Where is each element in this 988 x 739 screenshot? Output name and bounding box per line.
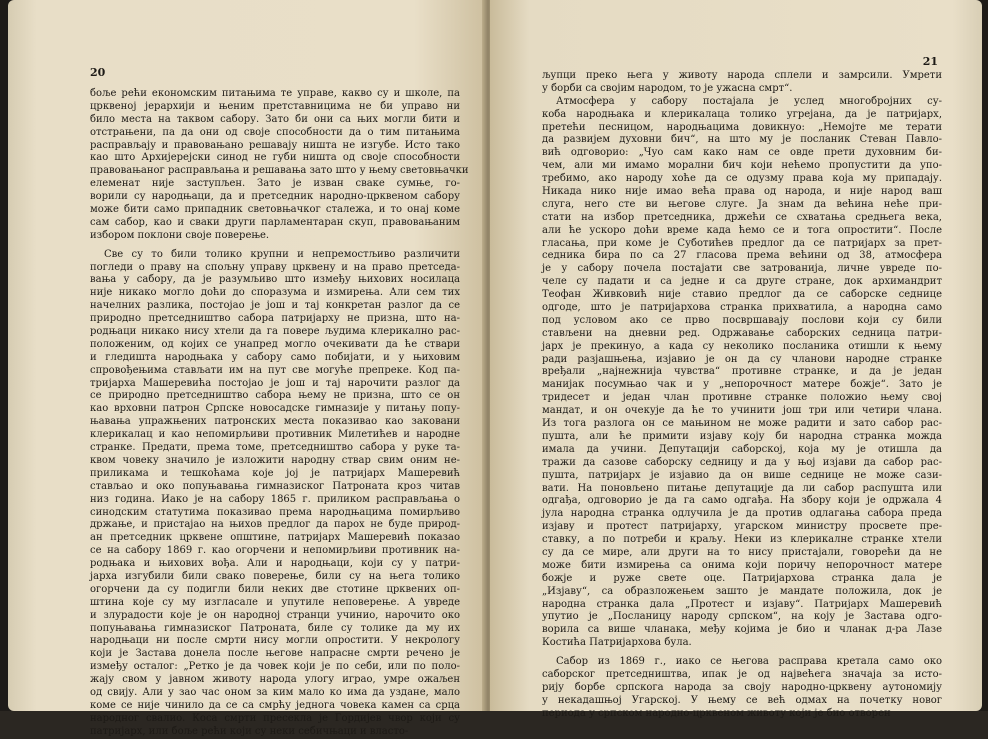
text-line: ворили су народњаци, да и претседник народно-црквеном сабору [90, 191, 460, 203]
text-line: тријарха Машеревића постојао је још и тај нарочити разлог да [90, 377, 460, 389]
text-line: се природно претседништво сабора њему не призна, што се он [90, 390, 460, 402]
text-line: попуњавања гимназиског Патроната, биле су толике да му их [90, 622, 460, 634]
text-line: је у сабору почела постајати све затрованија, личне увреде по- [542, 263, 942, 275]
text-line: вати. На поновљено питање депутације да ли сабор распушта или [542, 482, 942, 494]
text-line: чем, али ми имамо морални бич који нећемо пропустити да упо- [542, 160, 942, 172]
text-line: тражи да сазове саборску седницу и да у њој изјави да сабор рас- [542, 456, 942, 468]
text-line: као врховни патрон Српске новосадске гимназије у питању попу- [90, 403, 460, 415]
text-line: упутио је „Посланицу народу српском“, на коју је Застава одго- [542, 611, 942, 623]
text-line: који је Застава донела после његове напрасне смрти речено је [90, 648, 460, 660]
text-line: народног свалио. Коса смрти пресекла је Гордијев чвор који су [90, 712, 460, 724]
text-line: претећи песницом, народњацима довикнуо: „Немојте ме терати [542, 121, 942, 133]
text-line: одгађа, одговорио је да га само одгађа. На зборy који је одржала 4 [542, 495, 942, 507]
text-line: се на сабору 1869 г. као огорчени и непомирљиви противник на- [90, 545, 460, 557]
text-line: Никада нико није имао већа права од народа, и није народ ваш [542, 186, 942, 198]
text-line: штина које су му изгласале и упутиле неповерење. А увреде [90, 596, 460, 608]
text-line: Атмосфера у сабору постајала је услед многобројних су- [556, 95, 942, 107]
text-line: периода у српском народно-црквеном животу који је био отворен [542, 707, 891, 719]
text-line: али ће ускоро доћи време када ћемо се и тога опростити“. После [542, 224, 942, 236]
text-line: странке. Предати, према томе, претседништво сабора у руке та- [90, 442, 460, 454]
text-line: ворила са више чланака, међу којима је био и чланак д-ра Лазе [542, 624, 942, 636]
text-line: народњаци ни после смрти нису могли опростити. У некрологу [90, 635, 460, 647]
text-line: ради разјашњења, изјавио је он да су чланови народне странке [542, 353, 942, 365]
text-line: боље рећи економским питањима те управе, какво су и школе, па [90, 88, 460, 99]
text-line: расправљају и правовањано решавају ништа не изгубе. Исто тако [90, 139, 460, 151]
text-line: пушта, али ће примити изјаву коју би народна странка можда [542, 430, 942, 442]
paragraph [90, 249, 460, 739]
text-line: може бити само припадник световњачког сталежа, и то онај коме [90, 204, 460, 216]
text-line: огорчени да су подигли били неких две стотине црквених оп- [90, 583, 460, 595]
text-line: у борби са својим народом, то је ужасна смрт“. [542, 82, 793, 94]
text-line: положеним, од којих се унапред могло очекивати да ће ствари [90, 338, 460, 350]
text-line: било места на таквом сабору. Зато би они са њих могли бити и [90, 113, 460, 125]
text-line: мандат, и он очекује да ће то учинити још три или четири члана. [542, 405, 942, 417]
text-line: жају свом у јавном животу народа улогу играо, умре ожаљен [90, 674, 460, 686]
right-page-text [542, 70, 942, 721]
text-line: између осталог: „Ретко је да човек који је по себи, или по поло- [90, 661, 460, 673]
paragraph [542, 70, 942, 96]
text-line: родњака и њихових вођа. Али и народњаци, који су у патри- [90, 558, 460, 570]
text-line: може бити измирења са онима који поричу непорочност матере [542, 559, 942, 571]
text-line: вања у сабору, да је разумљиво што између њихових носилаца [90, 274, 460, 286]
text-line: држање, и пристајао на њихов предлог да парох не буде природ- [90, 519, 460, 531]
text-line: гласања, при коме је Суботићев предлог да се патријарх за прет- [542, 237, 942, 249]
text-line: спровођењима стављати им на пут све могуће препреке. Код па- [90, 364, 460, 376]
text-line: одгоде, што је патријархова странка прихватила, а народна само [542, 302, 942, 314]
left-page-number: 20 [90, 66, 106, 79]
text-line: правовањаног расправљања и решавања зато што у њему световњачки [90, 165, 469, 177]
text-line: саборског претседништва, ипак је од највећега значаја за исто- [542, 668, 942, 680]
right-page [490, 0, 982, 719]
paragraph [542, 96, 942, 656]
text-line: манијак посумњао чак и у „непорочност матере божје“. Зато је [542, 379, 942, 391]
text-line: њавања упражњених патронских места показивао као заковани [90, 416, 460, 428]
text-line: приликама и тешкоћама које јој је патријарх Машеревић [90, 467, 460, 479]
text-line: седника бира по са 27 гласова према већини од 38, атмосфера [542, 250, 942, 262]
text-line: родњаци никако нису хтели да га повере људима клерикално рас- [90, 326, 460, 338]
text-line: природно претседништво сабора патријарху не призна, што на- [90, 313, 460, 325]
text-line: Сабор из 1869 г., иако се његова расправа кретала само око [556, 656, 942, 668]
text-line: стављао и око попуњавања гимназиског Патроната кроз читав [90, 480, 460, 492]
text-line: да развијем духовни бич“, на што му је посланик Стеван Павло- [542, 134, 942, 146]
text-line: квом човеку значило је изложити народну ствар свим оним не- [90, 454, 460, 466]
text-line: изјаву и протест патријарху, угарском министру просвете пре- [542, 521, 942, 533]
text-line: народна странка дала „Протест и изјаву“. Патријарх Машеревић [542, 598, 942, 610]
text-line: љупци преко њега у животу народа сплели и замрсили. Умрети [542, 70, 942, 81]
text-line: и злурадости које је он народној странци учинио, нарочито око [90, 609, 460, 621]
paragraph [90, 88, 469, 249]
text-line: Све су то били толико крупни и непремостљиво различити [104, 248, 460, 260]
text-line: отстрањени, па да они од своје способности да о тим питањима [90, 126, 460, 138]
text-line: стати на избор претседника, држећи се схватања средњега века, [542, 211, 942, 223]
text-line: слуга, него сте ви његове слуге. Ја знам да већина неће при- [542, 198, 942, 210]
text-line: погледи о праву на спољну управу црквену и на право претседа- [90, 261, 460, 273]
text-line: од свију. Али у зао час оном за ким мало ко има да уздане, мало [90, 686, 460, 698]
text-line: у некадашњој Угарској. У њему се већ одмах на почетку новог [542, 694, 942, 706]
text-line: избором поклони своје поверење. [90, 229, 270, 241]
text-line: стављени на дневни ред. Одржавање саборских седница патри- [542, 327, 942, 339]
text-line: ставку, а по потреби и краљу. Неки из клерикалне странке хтели [542, 534, 942, 546]
paragraph [542, 656, 942, 720]
text-line: челе су падати и са једне и са друге стране, док архимандрит [542, 276, 942, 288]
text-line: „Изјаву“, са образложењем зашто је мандате положила, док је [542, 585, 942, 597]
text-line: су да се мире, али други на то нису пристајали, говорећи да не [542, 546, 942, 558]
text-line: вић одговорио: „Чуо сам како нам се овде прети духовним би- [542, 147, 942, 159]
text-line: елеменат није заступљен. Зато је изван сваке сумње, го- [90, 178, 460, 190]
text-line: као што Архијерејски синод не губи ништа од своје способности [90, 152, 460, 164]
text-line: и гледишта народњака у сабору само побијати, и у њиховим [90, 351, 460, 363]
text-line: јула народна странка одлучила је да против одлагања сабора преда [542, 508, 942, 520]
text-line: синодским статутима показивао према народњацима помирљиво [90, 506, 460, 518]
text-line: коба народњака и клерикалаца толико угрејана, да је патријарх, [542, 108, 942, 120]
text-line: божје и руже свете оце. Патријархова странка дала је [542, 572, 942, 584]
text-line: јарха изгубили били свако поверење, били су на њега толико [90, 570, 460, 582]
text-line: под условом ако се прво посвршавају послови који су били [542, 314, 942, 326]
text-line: низ година. Иако је на сабору 1865 г. приликом расправљања о [90, 493, 460, 505]
text-line: рију борбе српскога народа за своју народно-црквену аутономију [542, 681, 942, 693]
text-line: црквеној јерархији и њеним претставницима не би управо ни [90, 100, 460, 112]
left-page-text [90, 88, 469, 739]
text-line: сам сабор, као и сваки други парламентаран скуп, правовањаним [90, 216, 460, 228]
text-line: Из тога разлога он се мањином не може радити и зато сабор рас- [542, 418, 942, 430]
text-line: коме се није чинило да се са смрћу једнога човека камен са срца [90, 699, 460, 711]
text-line: имала да учини. Депутацији саборској, која му је отишла да [542, 443, 942, 455]
text-line: Теофан Живковић није ставио предлог да се саборске седнице [542, 289, 942, 301]
text-line: клерикалац и као непомирљиви противник Милетићев и народне [90, 429, 460, 441]
left-page [8, 0, 486, 737]
text-line: патријарх, или боље рећи који су неки себичњаци и власто- [90, 725, 409, 737]
text-line: није никако могло доћи до споразума и измирења. Али сем тих [90, 287, 460, 299]
text-line: Костића Патријархова була. [542, 637, 692, 649]
text-line: пушта, патријарх је изјавио да он више седнице не може сази- [542, 469, 942, 481]
text-line: тридесет и један члан противне странке положио њему свој [542, 392, 942, 404]
text-line: вређали „најнежнија чувства“ противне странке, и да је један [542, 366, 942, 378]
right-page-number: 21 [922, 55, 938, 68]
text-line: ан претседник црквене општине, патријарх Машеревић показао [90, 532, 460, 544]
text-line: начелних разлика, постојао је још и тај конкретан разлог да се [90, 300, 460, 312]
text-line: требимо, ако народу хоће да се одузму права која му припадају. [542, 173, 942, 185]
text-line: јарх је прекинуо, а када су неколико посланика отишли к њему [542, 340, 942, 352]
